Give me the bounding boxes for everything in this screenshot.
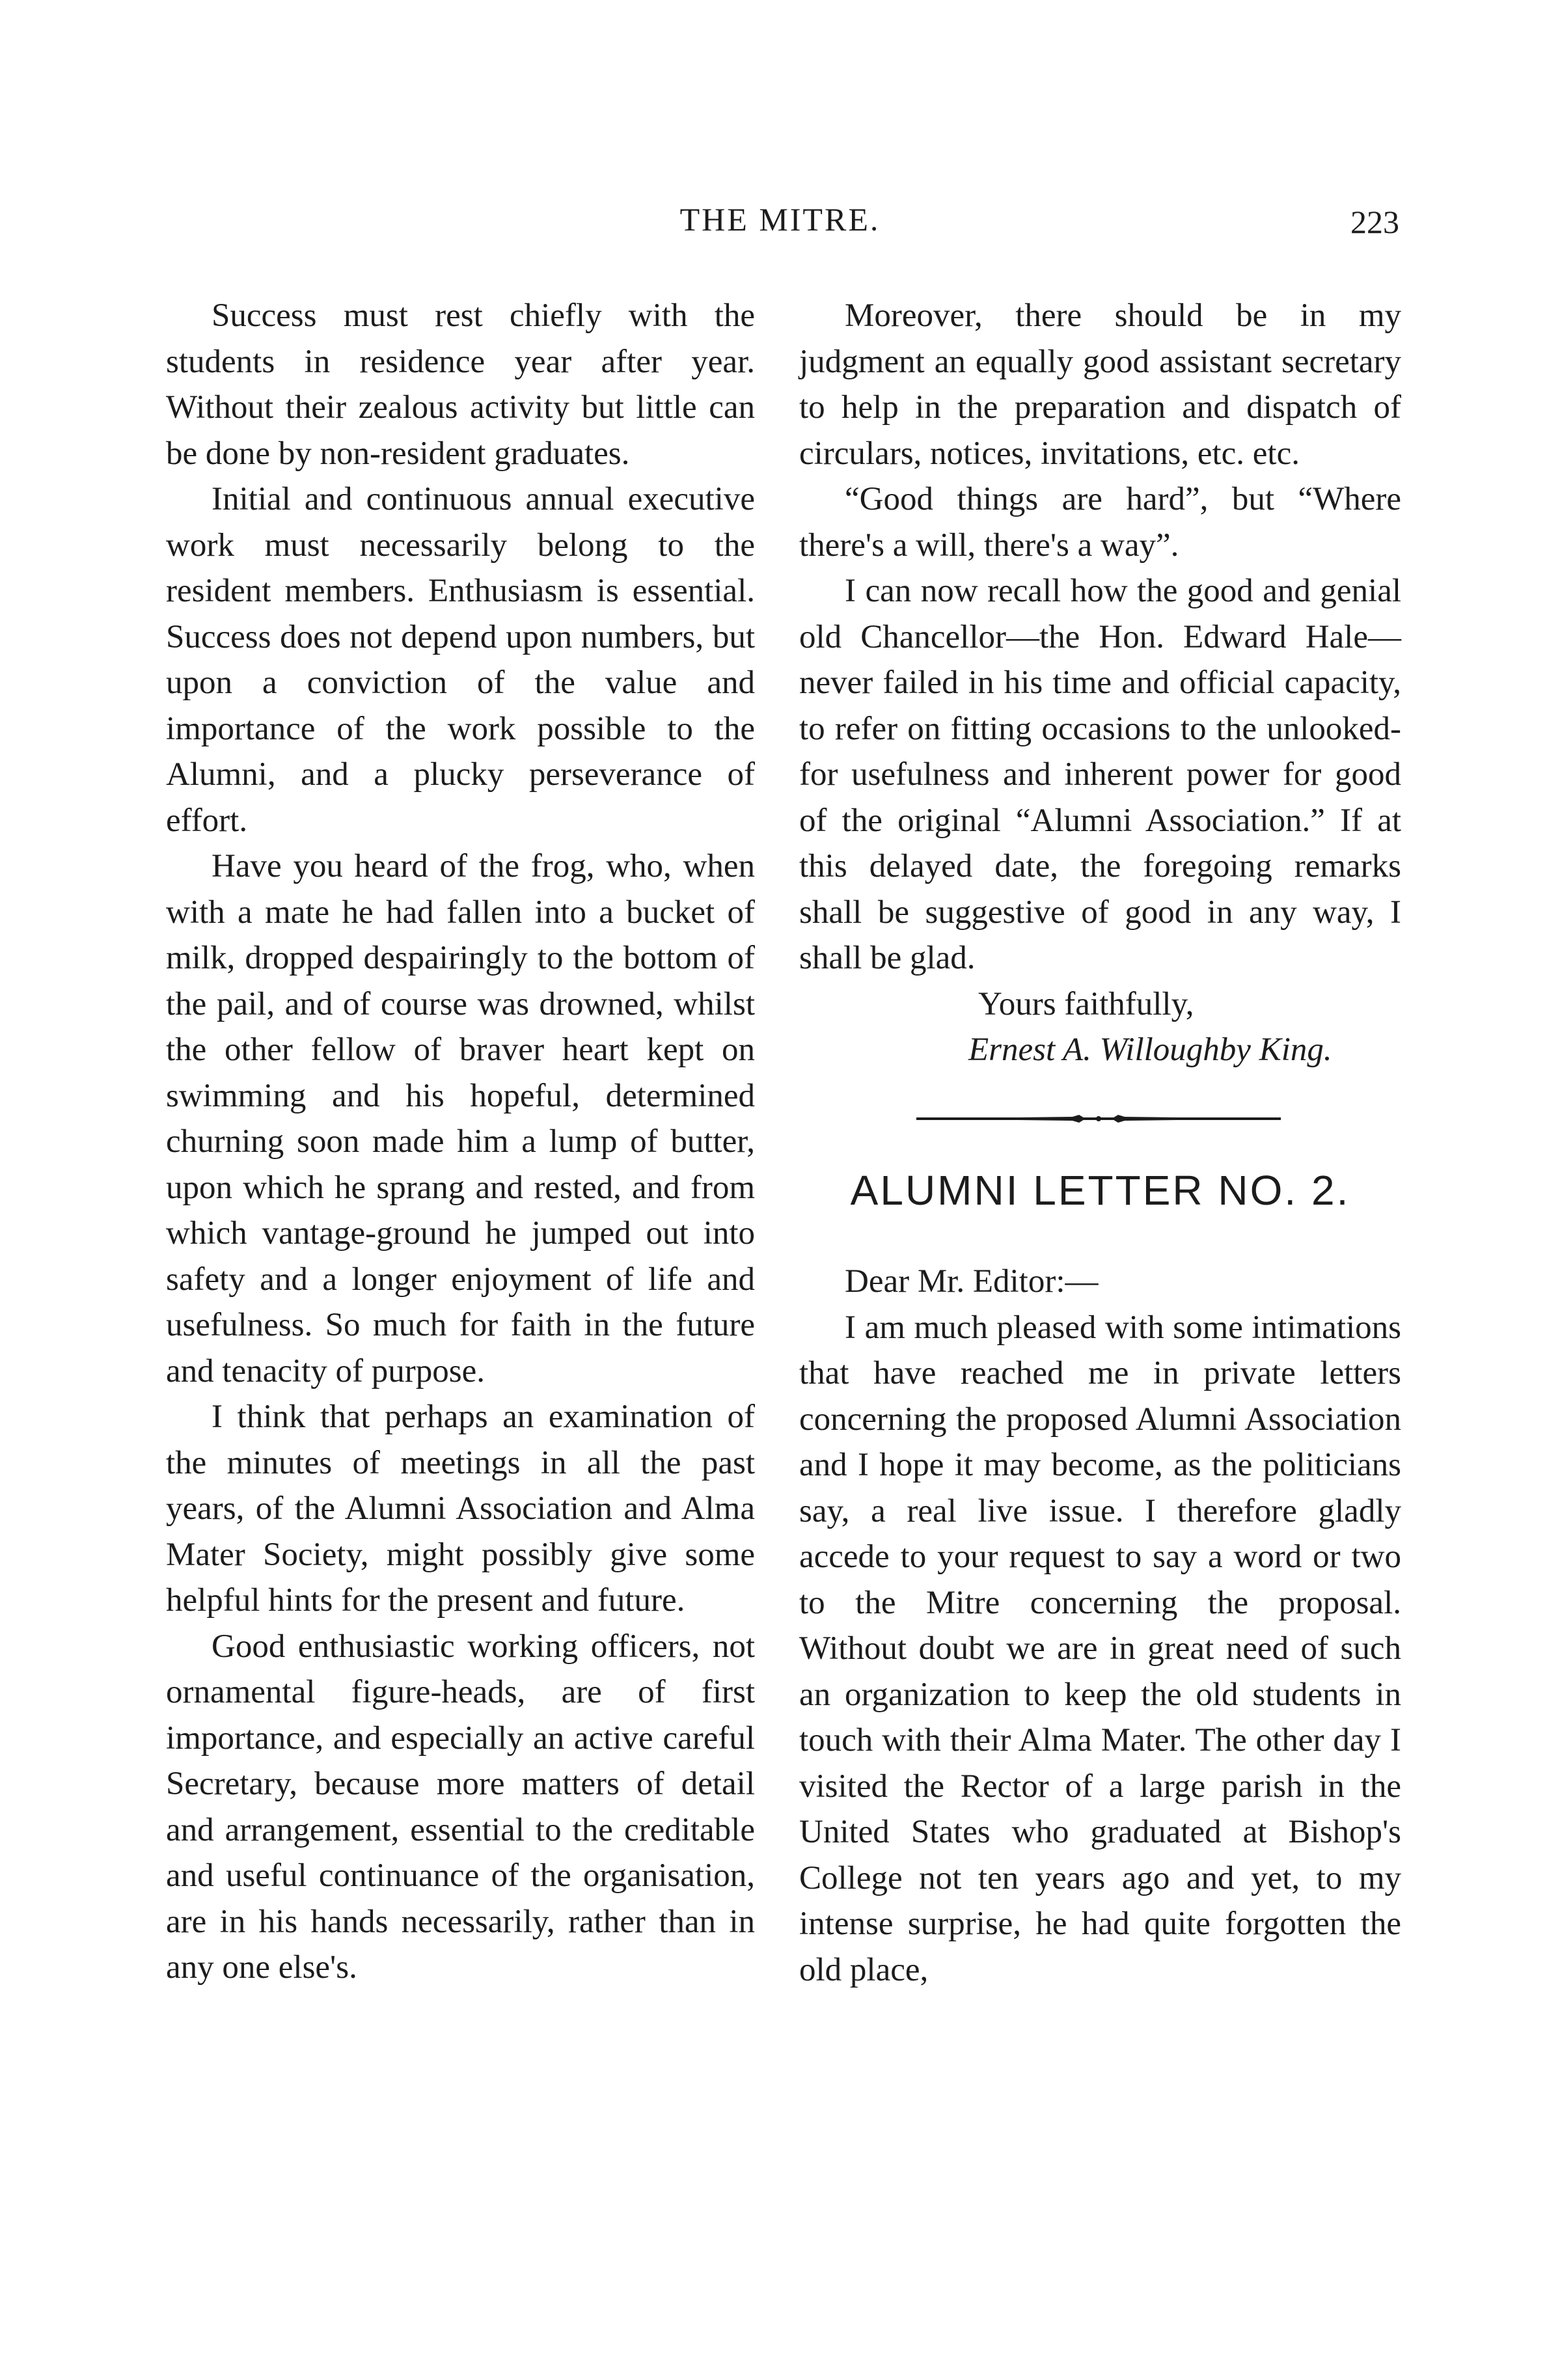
paragraph: “Good things are hard”, but “Where there's a will, there's a way”. — [799, 481, 1401, 564]
page-number: 223 — [1350, 204, 1399, 240]
letter-closing: Yours faithfully, — [978, 985, 1194, 1022]
right-column — [799, 293, 1401, 1993]
section-divider — [799, 1096, 1401, 1142]
paragraph: Initial and continuous annual executive work must necessarily belong to the resident members. Enthusiasm is essential. Success does not depend upon numbers, but upon a conviction of the value and importance of the work possible to the Alumni, and a plucky perseverance of effort. — [166, 481, 755, 839]
paragraph: I am much pleased with some intimations that have reached me in private letters concerning the proposed Alumni Association and I hope it may become, as the politicians say, a real live issue. I therefore gladly accede to your request to say a word or two to the Mitre concerning the proposal. Without doubt we are in great need of such an organization to keep the old students in touch with their Alma Mater. The other day I visited the Rector of a large parish in the United States who graduated at Bishop's College not ten years ago and yet, to my intense surprise, he had quite forgotten the old place, — [799, 1309, 1401, 1988]
letter-signature: Ernest A. Willoughby King. — [968, 1032, 1332, 1068]
paragraph: Have you heard of the frog, who, when with a mate he had fallen into a bucket of milk, dropped despairingly to the bottom of the pail, and of course was drowned, whilst the other fellow of braver heart kept on swimming and his hopeful, determined churning soon made him a lump of butter, upon which he sprang and rested, and from which vantage-ground he jumped out into safety and a longer enjoyment of life and usefulness. So much for faith in the future and tenacity of purpose. — [166, 848, 755, 1389]
paragraph: Success must rest chiefly with the students in residence year after year. Without their zealous activity but little can be done by non-resident graduates. — [166, 297, 755, 472]
left-column — [166, 293, 755, 1991]
section-heading: ALUMNI LETTER NO. 2. — [850, 1166, 1350, 1214]
page-header — [0, 200, 1560, 246]
letter-salutation: Dear Mr. Editor:— — [845, 1263, 1099, 1300]
paragraph: Moreover, there should be in my judgment an equally good assistant secretary to help in the preparation and dispatch of circulars, notices, invitations, etc. etc. — [799, 297, 1401, 472]
ornamental-rule-icon — [916, 1109, 1281, 1128]
running-title: THE MITRE. — [679, 201, 881, 238]
paragraph: Good enthusiastic working officers, not ornamental figure-heads, are of first importance, and especially an active careful Secretary, because more matters of detail and arrangement, essential to the creditable and useful continuance of the organisation, are in his hands necessarily, rather than in any one else's. — [166, 1628, 755, 1986]
paragraph: I think that perhaps an examination of the minutes of meetings in all the past years, of the Alumni Association and Alma Mater Society, might possibly give some helpful hints for the present and future. — [166, 1399, 755, 1619]
paragraph: I can now recall how the good and genial old Chancellor—the Hon. Edward Hale—never failed in his time and official capacity, to refer on fitting occasions to the unlooked-for usefulness and inherent power for good of the original “Alumni Association.” If at this delayed date, the foregoing remarks shall be suggestive of good in any way, I shall be glad. — [799, 573, 1401, 976]
